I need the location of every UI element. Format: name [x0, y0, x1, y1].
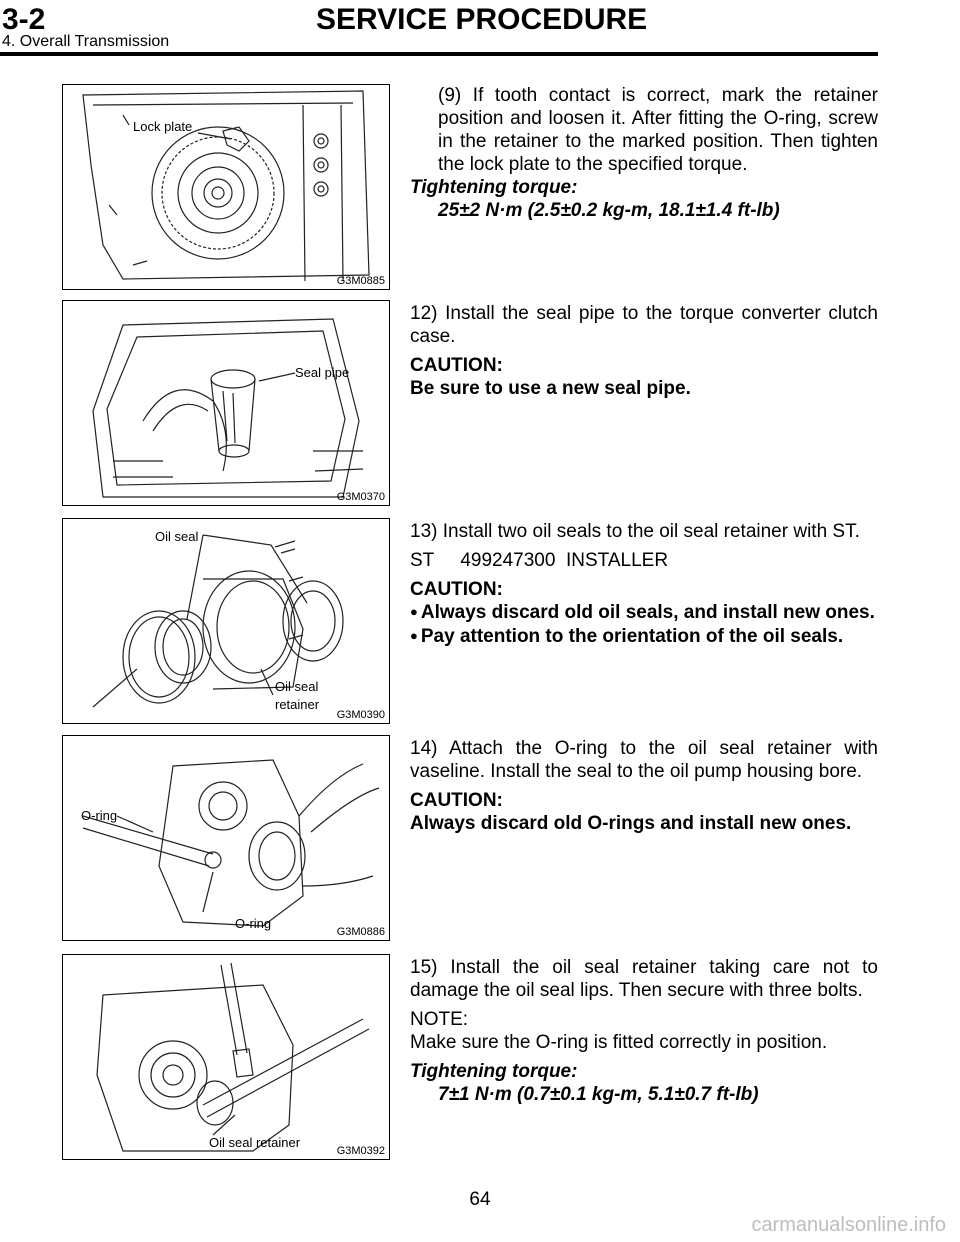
caution-label: CAUTION:: [410, 579, 503, 600]
step-14-text: [410, 737, 878, 835]
o-ring-illustration: [63, 736, 389, 940]
figure-o-ring: [62, 735, 390, 941]
figure-label: Oil seal: [155, 529, 199, 544]
figure-code: G3M0370: [336, 491, 385, 503]
step-15-text: [410, 956, 878, 1106]
oil-seal-illustration: [63, 519, 389, 723]
step-12-text: [410, 302, 878, 400]
step-13-text: [410, 520, 878, 649]
note-text: Make sure the O-ring is fitted correctly in position.: [410, 1032, 828, 1053]
figure-seal-pipe: [62, 300, 390, 506]
figure-code: G3M0886: [336, 926, 385, 938]
step-body: (9) If tooth contact is correct, mark the retainer position and loosen it. After fitting the O-ring, screw in the retainer to the marked position. Then tighten the lock plate to the specified torque.: [438, 85, 878, 175]
figure-code: G3M0390: [336, 709, 385, 721]
step-body: 14) Attach the O-ring to the oil seal retainer with vaseline. Install the seal to the oil pump housing bore.: [410, 738, 878, 782]
torque-label: Tightening torque:: [410, 1061, 578, 1082]
figure-label: Seal pipe: [295, 365, 350, 380]
header-rule: [0, 52, 878, 56]
note-label: NOTE:: [410, 1009, 469, 1030]
page-header: [0, 0, 960, 62]
figure-lock-plate: [62, 84, 390, 290]
figure-label: O-ring: [81, 808, 118, 823]
torque-label: Tightening torque:: [410, 177, 578, 198]
figure-label: retainer: [275, 697, 320, 712]
caution-text: Be sure to use a new seal pipe.: [410, 378, 691, 399]
figure-label: Lock plate: [133, 119, 193, 134]
figure-oil-seal: [62, 518, 390, 724]
step-body: 15) Install the oil seal retainer taking care not to damage the oil seal lips. Then secure with three bolts.: [410, 957, 878, 1001]
seal-pipe-illustration: [63, 301, 389, 505]
figure-label: Oil seal retainer: [209, 1135, 301, 1150]
caution-bullet: ● Pay attention to the orientation of the oil seals.: [410, 625, 878, 649]
section-title: SERVICE PROCEDURE: [316, 3, 648, 36]
caution-label: CAUTION:: [410, 355, 503, 376]
caution-text: Always discard old O-rings and install new ones.: [410, 813, 852, 834]
torque-value: 7±1 N·m (0.7±0.1 kg-m, 5.1±0.7 ft-lb): [438, 1084, 759, 1105]
oil-seal-retainer-illustration: [63, 955, 389, 1159]
st-line: ST 499247300 INSTALLER: [410, 550, 669, 571]
figure-code: G3M0392: [336, 1145, 385, 1157]
step-body: 13) Install two oil seals to the oil seal retainer with ST.: [410, 521, 860, 542]
figure-oil-seal-retainer: [62, 954, 390, 1160]
lock-plate-illustration: [63, 85, 389, 289]
subsection-title: 4. Overall Transmission: [2, 33, 170, 50]
figure-label: O-ring: [235, 916, 272, 931]
watermark: carmanualsonline.info: [751, 1214, 946, 1236]
caution-bullet: ● Always discard old oil seals, and install new ones.: [410, 601, 878, 625]
step-9-text: [410, 84, 878, 222]
torque-value: 25±2 N·m (2.5±0.2 kg-m, 18.1±1.4 ft-lb): [438, 200, 780, 221]
figure-label: Oil seal: [275, 679, 319, 694]
page-number: 64: [469, 1189, 491, 1210]
figure-code: G3M0885: [336, 275, 385, 287]
section-number: 3-2: [2, 3, 46, 36]
step-body: 12) Install the seal pipe to the torque converter clutch case.: [410, 303, 878, 347]
caution-label: CAUTION:: [410, 790, 503, 811]
